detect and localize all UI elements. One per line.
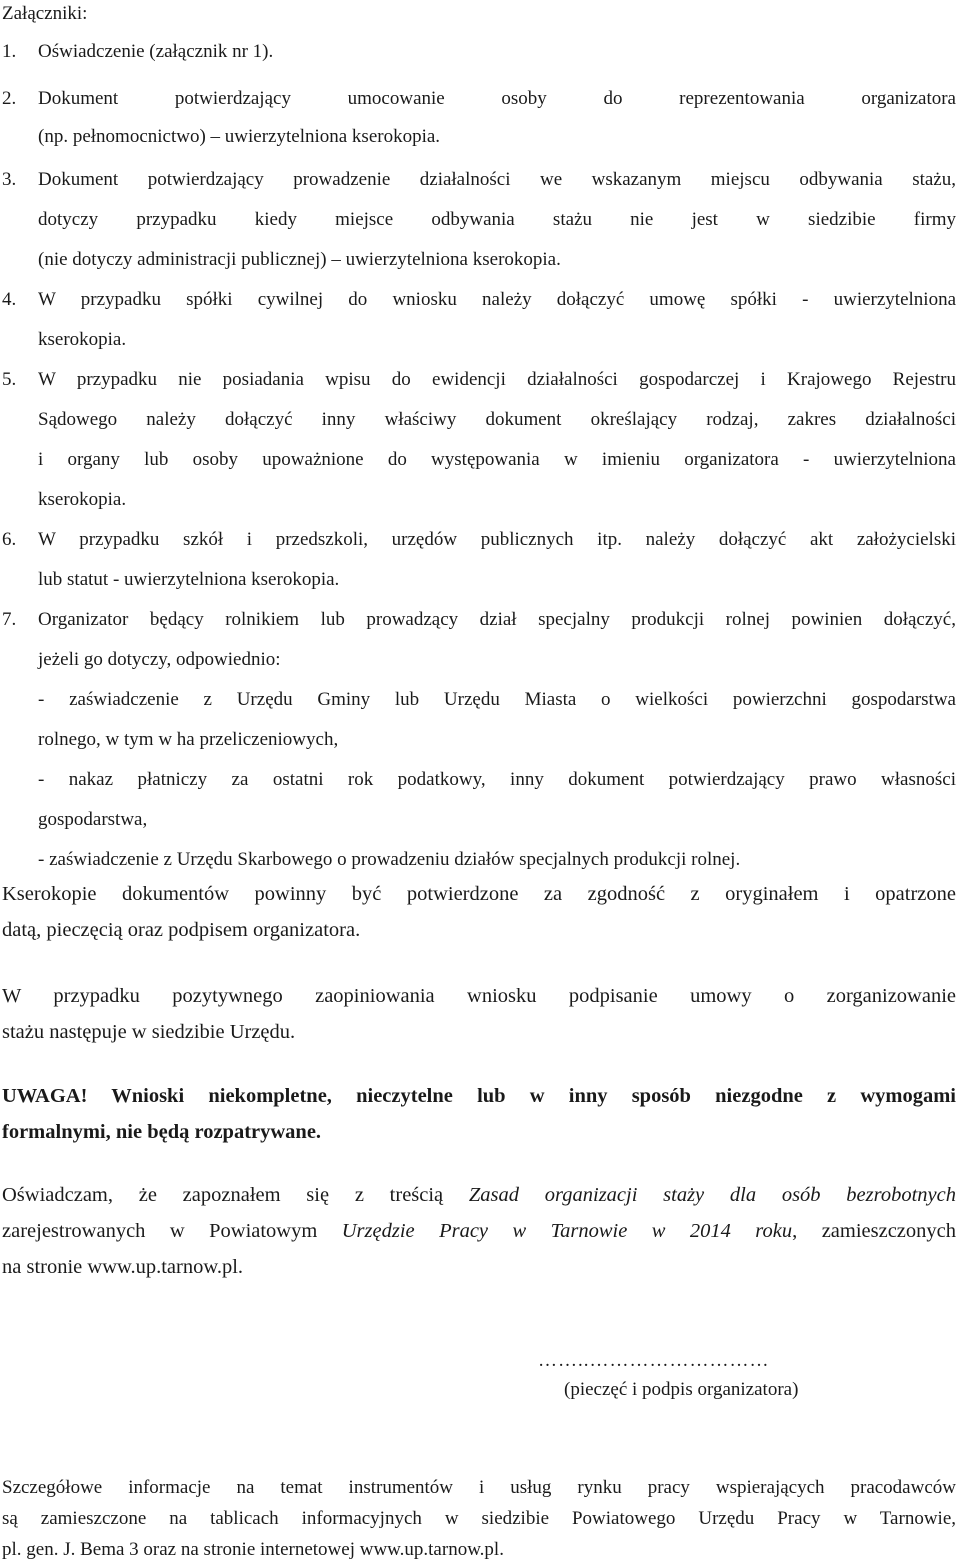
list-item-number: 2. [2,88,17,109]
list-item-text: Dokument potwierdzający umocowanie osoby do reprezentowania organizatora (np. pełnomocnictwo) – uwierzytelniona kserokopia. [38,88,956,147]
list-item-number: 3. [2,169,17,190]
agreement-note: W przypadku pozytywnego zaopiniowania wniosku podpisanie umowy o zorganizowanie stażu następuje w siedzibie Urzędu. [2,985,956,1043]
list-item-text: W przypadku spółki cywilnej do wniosku należy dołączyć umowę spółki - uwierzytelniona kserokopia. [38,289,956,350]
list-item-text: W przypadku szkół i przedszkoli, urzędów publicznych itp. należy dołączyć akt założycielski lub statut - uwierzytelniona kserokopia. [38,529,956,590]
signature-line: ……..……………………… [538,1350,770,1371]
declaration: Oświadczam, że zapoznałem się z treścią Zasad organizacji staży dla osób bezrobotnych zarejestrowanych w Powiatowym Urzędzie Pracy w Tarnowie w 2014 roku, zamieszczonych na stronie www.up.tarnow.pl. [2,1184,957,1278]
list-item-number: 5. [2,369,17,390]
list-item-number: 4. [2,289,17,310]
footer-info: Szczegółowe informacje na temat instrumentów i usług rynku pracy wspierających pracodawców są zamieszczone na tablicach informacyjnych w siedzibie Powiatowego Urzędu Pracy w Tarnowie, pl. gen. J. Bema 3 oraz na stronie internetowej www.up.tarnow.pl. [2,1477,956,1560]
list-item-text: Oświadczenie (załącznik nr 1). [38,41,274,62]
list-item-text: Dokument potwierdzający prowadzenie działalności we wskazanym miejscu odbywania stażu, dotyczy przypadku kiedy miejsce odbywania stażu nie jest w siedzibie firmy (nie dotyczy administracji publicznej) – uwierzytelniona kserokopia. [38,169,956,270]
warning-note: UWAGA! Wnioski niekompletne, nieczytelne lub w inny sposób niezgodne z wymogami formalnymi, nie będą rozpatrywane. [2,1085,956,1143]
signature-label: (pieczęć i podpis organizatora) [564,1379,799,1400]
list-item-number: 7. [2,609,17,630]
list-item-text: W przypadku nie posiadania wpisu do ewidencji działalności gospodarczej i Krajowego Rejestru Sądowego należy dołączyć inny właściwy dokument określający rodzaj, zakres działalności i organy lub osoby upoważnione do występowania w imieniu organizatora - uwierzytelniona kserokopia. [38,369,956,510]
list-item-text: Organizator będący rolnikiem lub prowadzący dział specjalny produkcji rolnej powinien dołączyć, jeżeli go dotyczy, odpowiednio: - zaświadczenie z Urzędu Gminy lub Urzędu Miasta o wielkości powierzchni gospodarstwa rolnego, w tym w ha przeliczeniowych, - nakaz płatniczy za ostatni rok podatkowy, inny dokument potwierdzający prawo własności gospodarstwa, - zaświadczenie z Urzędu Skarbowego o prowadzeniu działów specjalnych produkcji rolnej. [38,609,956,870]
list-item-number: 1. [2,41,17,62]
attachments-heading: Załączniki: [2,3,88,24]
copies-note: Kserokopie dokumentów powinny być potwierdzone za zgodność z oryginałem i opatrzone datą, pieczęcią oraz podpisem organizatora. [2,883,956,941]
list-item-number: 6. [2,529,17,550]
